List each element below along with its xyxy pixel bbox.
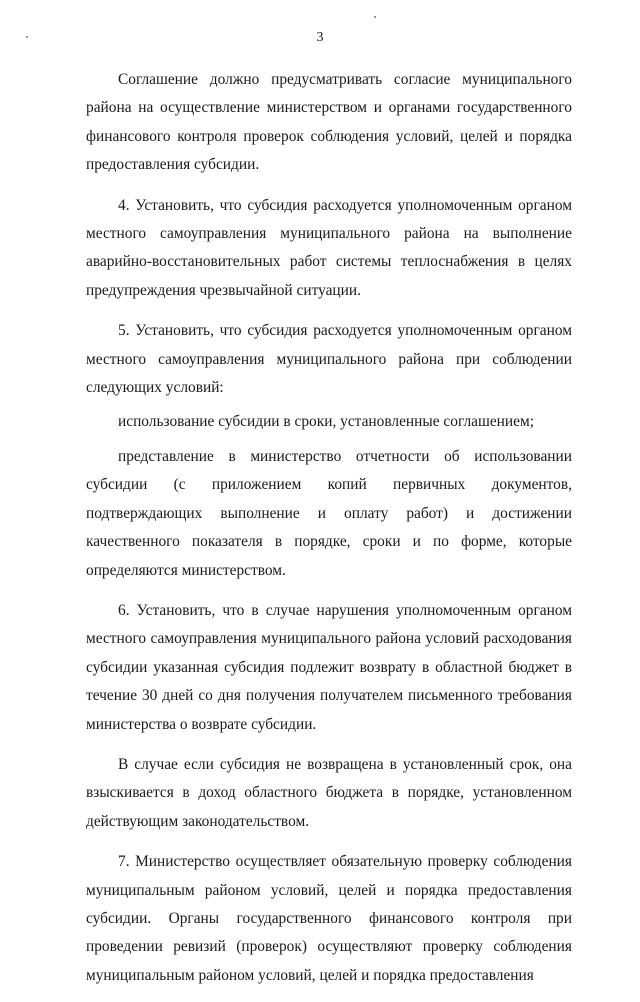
paragraph-condition-1: использование субсидии в сроки, установленные соглашением; — [118, 413, 534, 431]
paragraph-agreement: Соглашение должно предусматривать согласие муниципального района на осуществление министерством и органами государственного финансового контроля проверок соблюдения условий, целей и порядка предоставления субсидии. — [86, 71, 572, 174]
page-number: 3 — [316, 30, 324, 45]
paragraph-condition-2: представление в министерство отчетности об использовании субсидии (с приложением копий первичных документов, подтверждающих выполнение и оплату работ) и достижении качественного показателя в порядке, сроки и по форме, которые определяются министерством. — [86, 447, 572, 579]
paragraph-item-5: 5. Установить, что субсидия расходуется уполномоченным органом местного самоуправления муниципального района при соблюдении следующих условий: — [86, 322, 572, 397]
paragraph-item-6: 6. Установить, что в случае нарушения уполномоченным органом местного самоуправления муниципального района условий расходования субсидии указанная субсидия подлежит возврату в областной бюджет в течение 30 дней со дня получения получателем письменного требования министерства о возврате субсидии. — [86, 601, 572, 733]
document-body — [86, 66, 572, 1002]
paragraph-return: В случае если субсидия не возвращена в установленный срок, она взыскивается в доход областного бюджета в порядке, установленном действующим законодательством. — [86, 755, 572, 830]
paragraph-item-4: 4. Установить, что субсидия расходуется уполномоченным органом местного самоуправления муниципального района на выполнение аварийно-восстановительных работ системы теплоснабжения в целях предупреждения чрезвычайной ситуации. — [86, 196, 572, 299]
scan-speck — [374, 16, 376, 18]
paragraph-item-7: 7. Министерство осуществляет обязательную проверку соблюдения муниципальным районом условий, целей и порядка предоставления субсидии. Органы государственного финансового контроля при проведении ревизий (проверок) осуществляют проверку соблюдения муниципальным районом условий, целей и порядка предоставления — [86, 853, 572, 984]
